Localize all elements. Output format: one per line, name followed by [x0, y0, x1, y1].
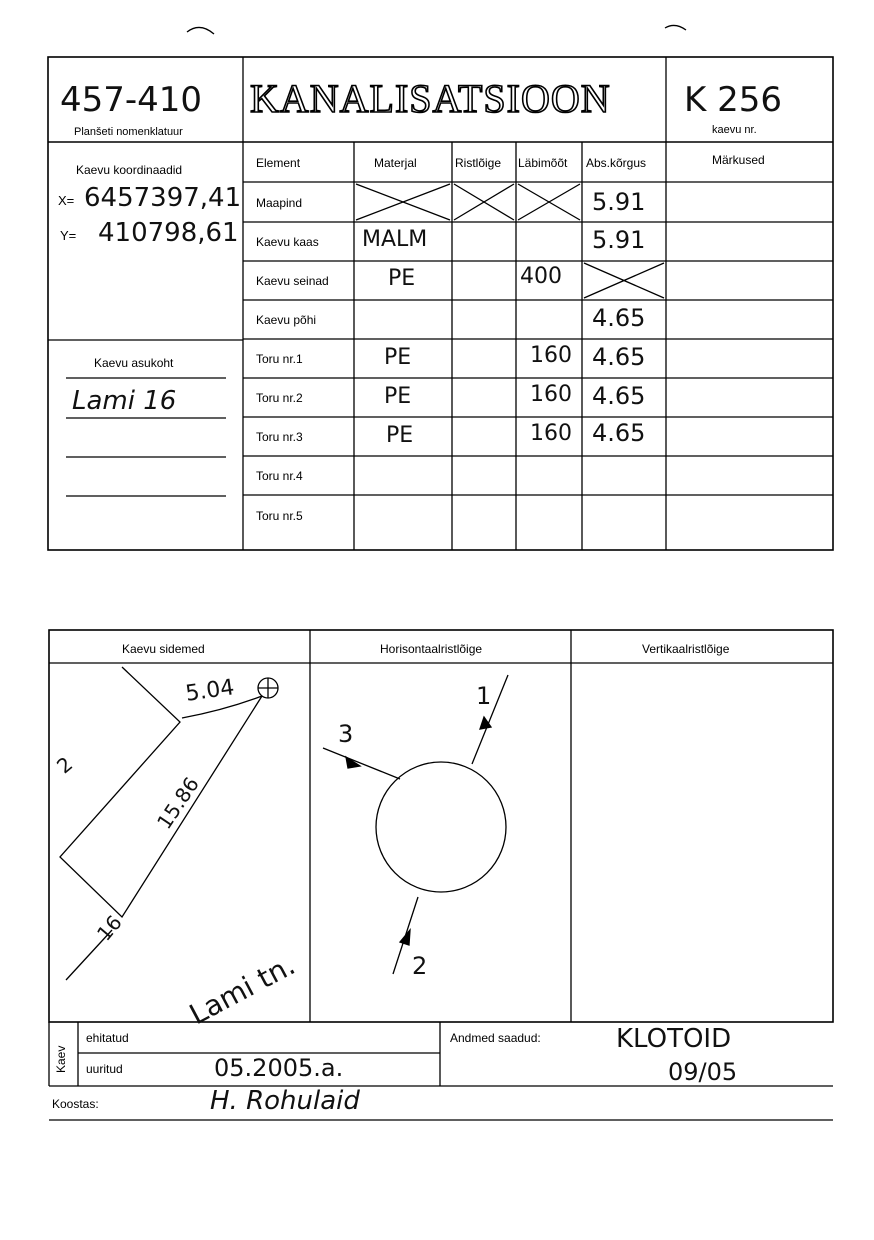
col-header-notes: Märkused: [712, 153, 765, 167]
col-header-diameter: Läbimõõt: [518, 156, 568, 170]
row-material: MALM: [362, 227, 428, 252]
row-diameter: 160: [530, 421, 572, 446]
row-diameter: 400: [520, 264, 562, 289]
data-source-label: Andmed saadud:: [450, 1031, 541, 1045]
row-element: Kaevu põhi: [256, 313, 317, 327]
well-number-value: K 256: [684, 80, 782, 120]
built-label: ehitatud: [86, 1031, 129, 1045]
tie-corner-a: 2: [52, 751, 78, 779]
pipe-2-label: 2: [412, 952, 428, 980]
location-value: Lami 16: [72, 386, 177, 416]
row-element: Toru nr.5: [256, 509, 303, 523]
row-element: Toru nr.2: [256, 391, 303, 405]
row-material: PE: [384, 345, 412, 370]
row-element: Toru nr.3: [256, 430, 303, 444]
row-diameter: 160: [530, 343, 572, 368]
pipe-3-label: 3: [338, 720, 354, 748]
row-element: Kaevu seinad: [256, 274, 329, 288]
col-header-elevation: Abs.kõrgus: [586, 156, 647, 170]
street-label: Lami tn.: [184, 948, 301, 1032]
row-elevation: 5.91: [592, 188, 646, 216]
row-elevation: 4.65: [592, 382, 646, 410]
ties-label: Kaevu sidemed: [122, 642, 205, 656]
x-prefix: X=: [58, 193, 75, 208]
row-material: PE: [388, 266, 416, 291]
data-source-value: KLOTOID: [616, 1024, 732, 1054]
row-material: PE: [384, 384, 412, 409]
col-header-material: Materjal: [374, 156, 417, 170]
row-elevation: 5.91: [592, 226, 646, 254]
nomenclature-label: Planšeti nomenklatuur: [74, 126, 183, 138]
pipe-1-label: 1: [476, 682, 492, 710]
tie-distance-diagonal: 15.86: [152, 772, 204, 834]
col-header-section: Ristlõige: [455, 156, 502, 170]
row-element: Maapind: [256, 196, 303, 210]
row-elevation: 4.65: [592, 343, 646, 371]
row-diameter: 160: [530, 382, 572, 407]
coordinates-label: Kaevu koordinaadid: [76, 163, 183, 177]
row-elevation: 4.65: [592, 304, 646, 332]
surveyed-label: uuritud: [86, 1062, 123, 1076]
row-element: Toru nr.1: [256, 352, 303, 366]
row-element: Toru nr.4: [256, 469, 303, 483]
data-source-date: 09/05: [668, 1058, 738, 1086]
well-number-label: kaevu nr.: [712, 124, 757, 136]
y-coordinate-value: 410798,61: [98, 218, 239, 248]
compiled-by-label: Koostas:: [52, 1097, 99, 1111]
compiled-by-value: H. Rohulaid: [210, 1086, 360, 1116]
x-coordinate-value: 6457397,41: [84, 183, 242, 213]
location-label: Kaevu asukoht: [94, 356, 174, 370]
row-element: Kaevu kaas: [256, 235, 319, 249]
tie-corner-b: 16: [92, 910, 127, 946]
surveyed-value: 05.2005.a.: [214, 1054, 344, 1082]
page-title: KANALISATSIOON: [250, 76, 611, 121]
footer-side-label: Kaev: [54, 1045, 68, 1073]
vertical-section-label: Vertikaalristlõige: [642, 642, 730, 656]
col-header-element: Element: [256, 156, 301, 170]
tie-distance-top: 5.04: [184, 675, 236, 707]
nomenclature-value: 457-410: [60, 80, 203, 120]
horizontal-section-label: Horisontaalristlõige: [380, 642, 483, 656]
row-elevation: 4.65: [592, 419, 646, 447]
row-material: PE: [386, 423, 414, 448]
y-prefix: Y=: [60, 228, 77, 243]
